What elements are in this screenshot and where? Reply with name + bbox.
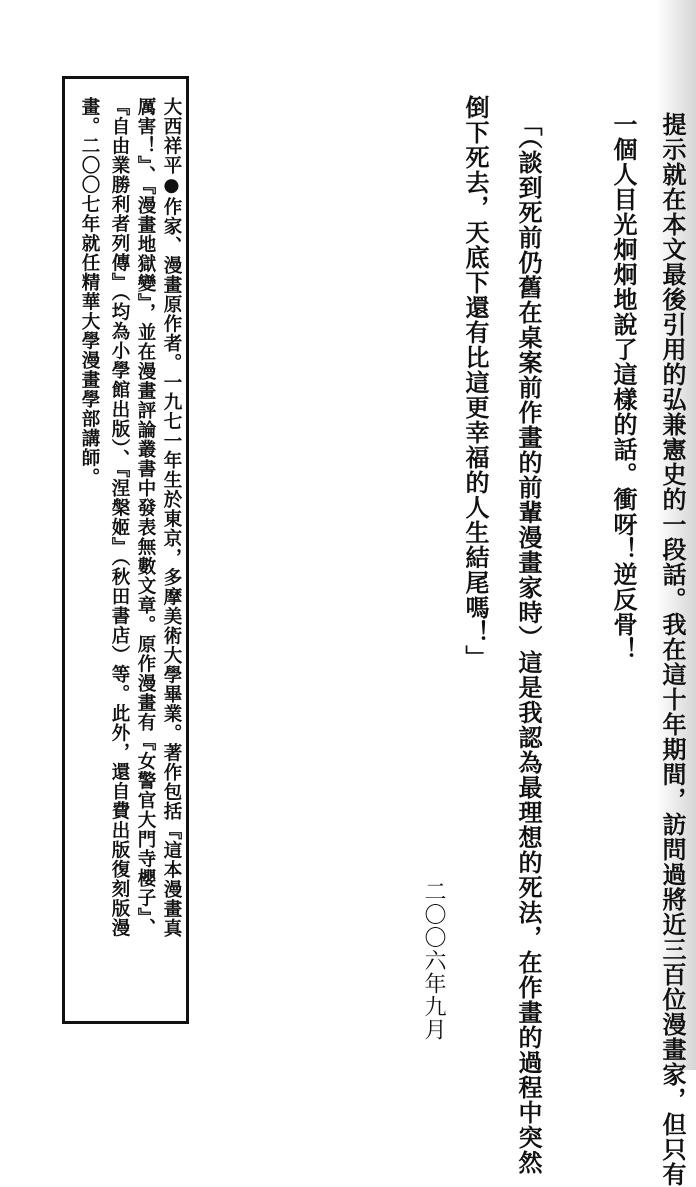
- quote-line-2: 倒下死去，天底下還有比這更幸福的人生結尾嗎！」: [461, 95, 489, 670]
- quote-line-1: 「（談到死前仍舊在桌案前作畫的前輩漫畫家時）這是我認為最理想的死法，在作畫的過程中突然: [514, 112, 542, 1175]
- body-text-line-2: 一個人目光炯炯地說了這樣的話。衝呀！逆反骨！: [609, 112, 637, 662]
- author-bio-line-1: 大西祥平●作家、漫畫原作者。一九七一年生於東京，多摩美術大學畢業。著作包括『這本漫畫真: [161, 97, 182, 938]
- body-text-line-1: 提示就在本文最後引用的弘兼憲史的一段話。我在這十年期間，訪問過將近三百位漫畫家，但只有: [658, 112, 686, 1187]
- author-bio-line-2: 厲害！』、『漫畫地獄變』，並在漫畫評論叢書中發表無數文章。原作漫畫有『女警官大門寺櫻子』、: [135, 97, 156, 938]
- author-bio-line-3: 『自由業勝利者列傳』（均為小學館出版）、『涅槃姬』（秋田書店）等。此外，還自費出版復刻版漫: [109, 97, 130, 938]
- date-signature: 二〇〇六年九月: [421, 880, 446, 1041]
- author-bio-line-4: 畫。二〇〇七年就任精華大學漫畫學部講師。: [79, 97, 100, 487]
